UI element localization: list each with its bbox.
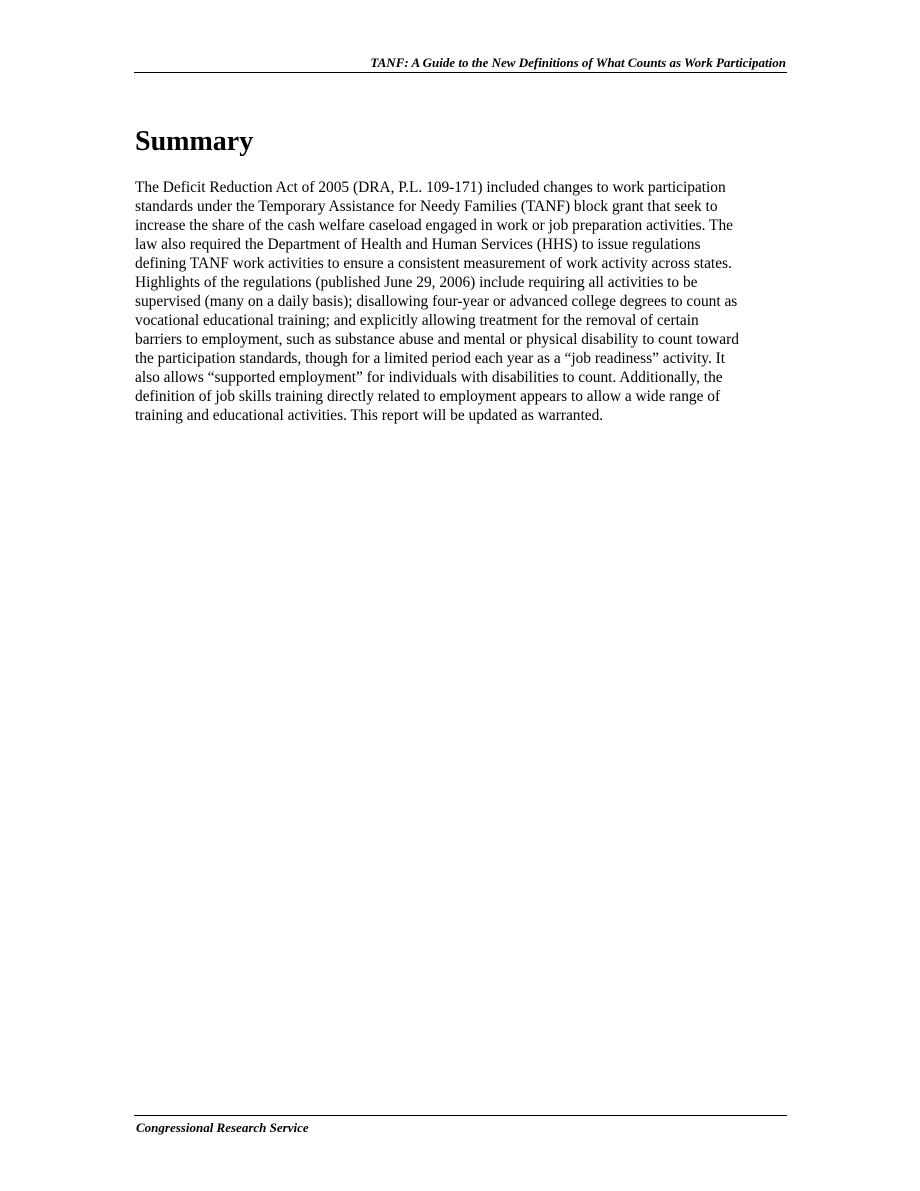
summary-line: barriers to employment, such as substance abuse and mental or physical disability to count toward — [135, 331, 739, 348]
running-header: TANF: A Guide to the New Definitions of What Counts as Work Participation — [370, 55, 786, 70]
summary-line: defining TANF work activities to ensure a consistent measurement of work activity across states. — [135, 255, 732, 272]
summary-line: training and educational activities. This report will be updated as warranted. — [135, 407, 604, 424]
summary-line: standards under the Temporary Assistance for Needy Families (TANF) block grant that seek to — [135, 198, 718, 215]
footer-rule — [134, 1115, 787, 1116]
running-footer: Congressional Research Service — [136, 1120, 309, 1135]
summary-line: law also required the Department of Health and Human Services (HHS) to issue regulations — [135, 236, 701, 253]
summary-line: the participation standards, though for a limited period each year as a “job readiness” activity. It — [135, 350, 726, 367]
summary-line: vocational educational training; and explicitly allowing treatment for the removal of certain — [135, 312, 699, 329]
summary-heading: Summary — [135, 126, 254, 157]
summary-line: The Deficit Reduction Act of 2005 (DRA, P.L. 109-171) included changes to work participation — [135, 179, 726, 196]
summary-line: Highlights of the regulations (published June 29, 2006) include requiring all activities to be — [135, 274, 698, 291]
summary-paragraph — [135, 178, 787, 425]
summary-line: increase the share of the cash welfare caseload engaged in work or job preparation activities. The — [135, 217, 733, 234]
summary-line: supervised (many on a daily basis); disallowing four-year or advanced college degrees to count as — [135, 293, 738, 310]
header-rule — [134, 72, 787, 73]
summary-line: definition of job skills training directly related to employment appears to allow a wide range of — [135, 388, 721, 405]
summary-line: also allows “supported employment” for individuals with disabilities to count. Additionally, the — [135, 369, 723, 386]
